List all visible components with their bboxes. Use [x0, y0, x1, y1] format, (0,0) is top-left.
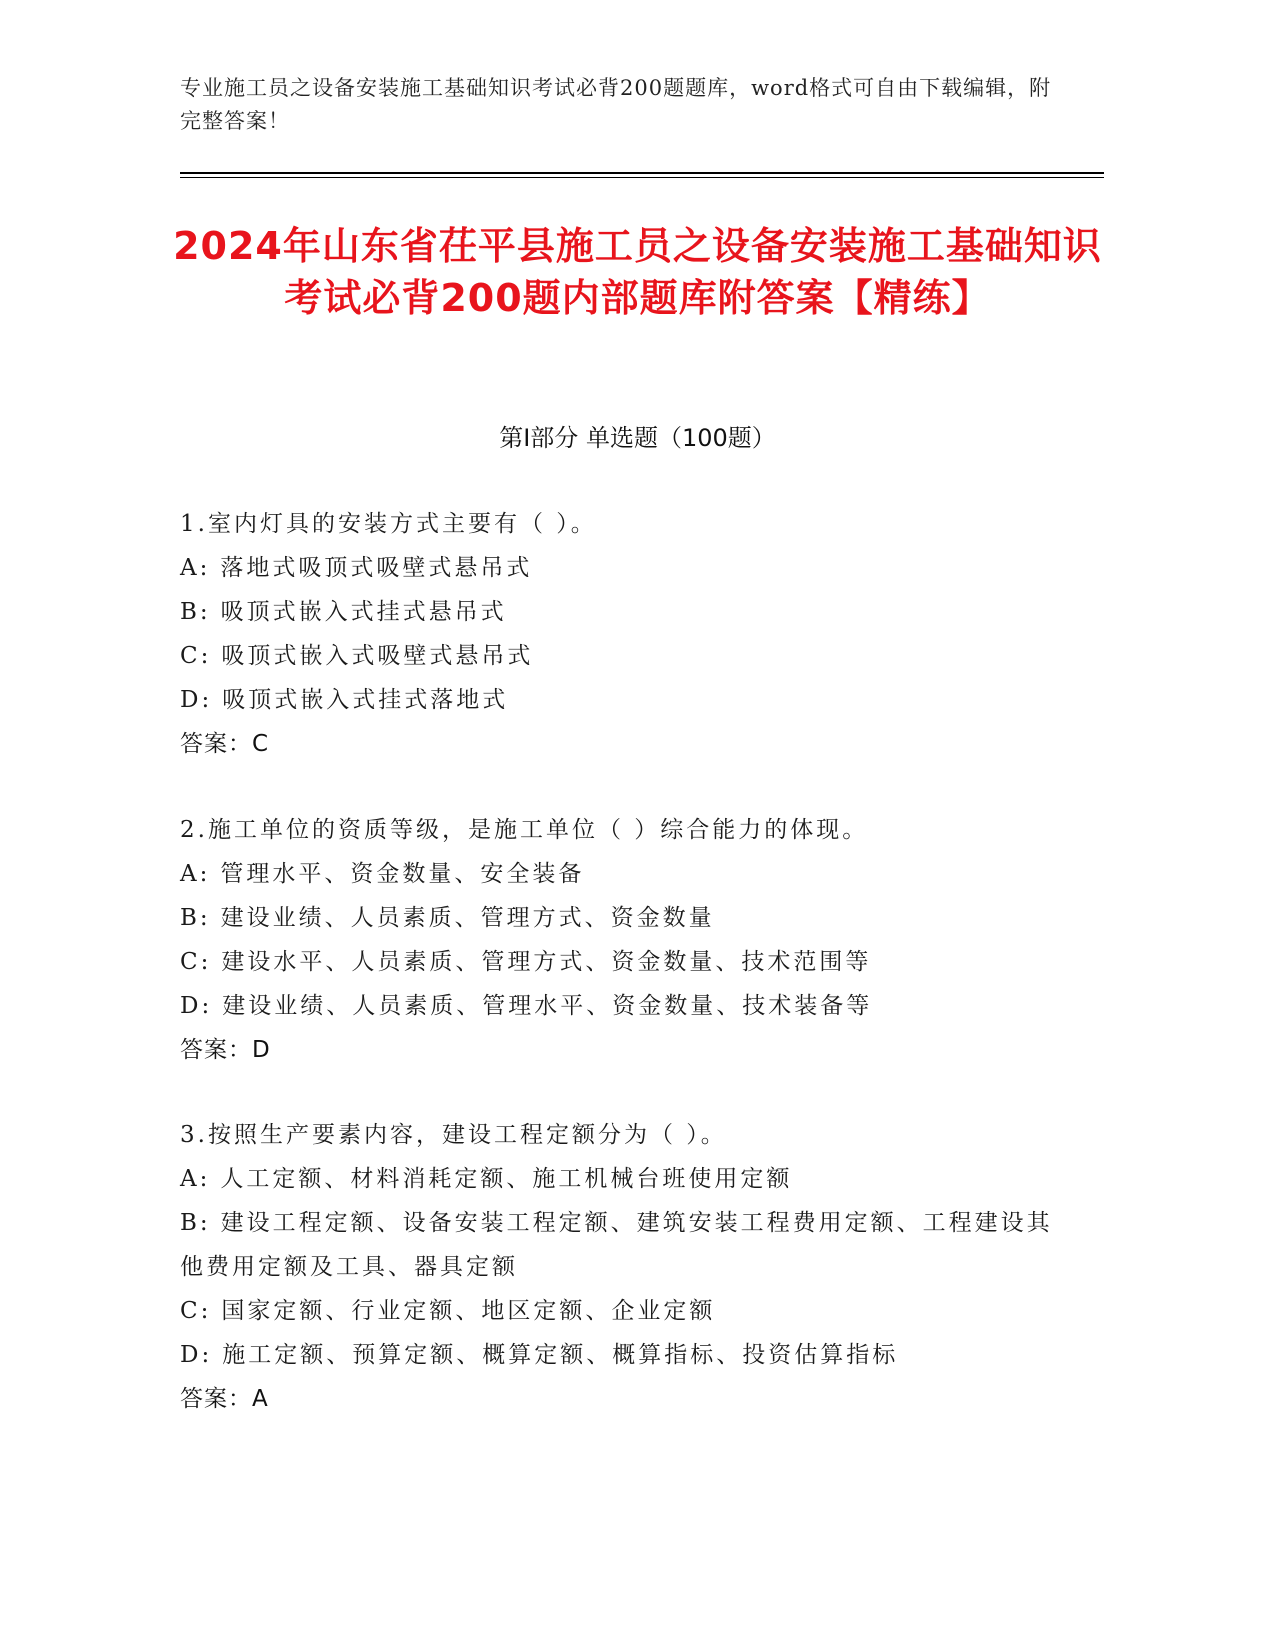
option-d — [180, 1333, 1060, 1377]
question-1 — [180, 502, 1060, 766]
option-text: 建设业绩、人员素质、管理方式、资金数量 — [220, 905, 715, 931]
question-stem: 3.按照生产要素内容，建设工程定额分为（ ）。 — [180, 1122, 727, 1148]
option-text: 管理水平、资金数量、安全装备 — [220, 861, 585, 887]
option-b — [180, 590, 1060, 634]
option-b — [180, 896, 1060, 940]
option-key: B: — [180, 1210, 211, 1236]
option-key: C: — [180, 1298, 212, 1324]
header-note: 专业施工员之设备安装施工基础知识考试必背200题题库，word格式可自由下载编辑，附完整答案！ — [180, 76, 1052, 133]
header-divider-thick — [180, 172, 1104, 174]
option-key: B: — [180, 905, 211, 931]
option-text: 建设业绩、人员素质、管理水平、资金数量、技术装备等 — [222, 993, 873, 1019]
question-2 — [180, 808, 1060, 1072]
option-text: 吸顶式嵌入式挂式落地式 — [222, 687, 509, 713]
option-key: A: — [180, 1166, 211, 1192]
question-3 — [180, 1113, 1060, 1421]
option-text: 国家定额、行业定额、地区定额、企业定额 — [221, 1298, 716, 1324]
option-key: D: — [180, 1342, 213, 1368]
answer-line: 答案：D — [180, 1037, 271, 1063]
option-a — [180, 852, 1060, 896]
question-stem: 1.室内灯具的安装方式主要有（ ）。 — [180, 511, 597, 537]
option-key: C: — [180, 643, 212, 669]
option-a — [180, 546, 1060, 590]
option-text: 吸顶式嵌入式吸壁式悬吊式 — [221, 643, 534, 669]
question-stem: 2.施工单位的资质等级，是施工单位（ ）综合能力的体现。 — [180, 817, 869, 843]
option-c — [180, 940, 1060, 984]
option-text: 吸顶式嵌入式挂式悬吊式 — [220, 599, 507, 625]
option-b — [180, 1201, 1060, 1289]
option-key: A: — [180, 861, 211, 887]
document-title: 2024年山东省茌平县施工员之设备安装施工基础知识考试必背200题内部题库附答案【精练】 — [173, 224, 1102, 320]
header-divider-thin — [180, 177, 1104, 178]
option-key: D: — [180, 993, 213, 1019]
option-text: 建设水平、人员素质、管理方式、资金数量、技术范围等 — [221, 949, 872, 975]
option-key: A: — [180, 555, 211, 581]
option-text: 施工定额、预算定额、概算定额、概算指标、投资估算指标 — [222, 1342, 899, 1368]
answer-line: 答案：C — [180, 731, 270, 757]
option-text: 建设工程定额、设备安装工程定额、建筑安装工程费用定额、工程建设其他费用定额及工具、器具定额 — [180, 1210, 1053, 1280]
option-c — [180, 634, 1060, 678]
option-d — [180, 984, 1060, 1028]
answer-line: 答案：A — [180, 1386, 269, 1412]
section-heading: 第I部分 单选题（100题） — [499, 424, 776, 452]
option-a — [180, 1157, 1060, 1201]
option-key: C: — [180, 949, 212, 975]
option-c — [180, 1289, 1060, 1333]
option-key: B: — [180, 599, 211, 625]
option-text: 落地式吸顶式吸壁式悬吊式 — [220, 555, 533, 581]
option-text: 人工定额、材料消耗定额、施工机械台班使用定额 — [220, 1166, 793, 1192]
option-d — [180, 678, 1060, 722]
option-key: D: — [180, 687, 213, 713]
